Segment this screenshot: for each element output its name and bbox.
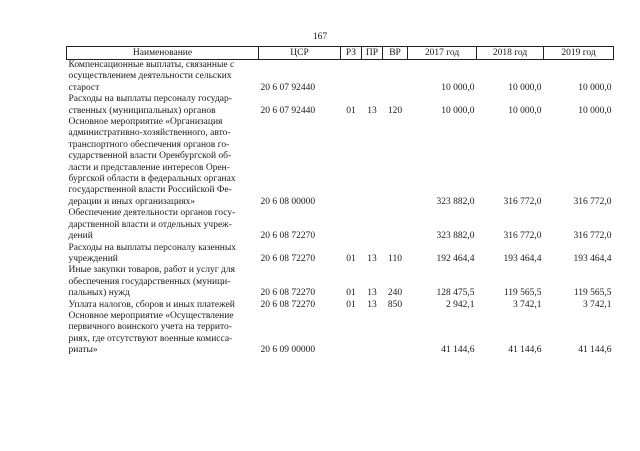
row-rz: 01 [346, 105, 356, 116]
row-vr [383, 117, 408, 208]
row-2018: 3 742,1 [513, 299, 542, 310]
row-rz: 01 [346, 288, 356, 299]
row-pr [362, 60, 383, 95]
row-2017: 2 942,1 [446, 299, 475, 310]
row-rz: 01 [346, 299, 356, 310]
header-pr: ПР [362, 47, 383, 60]
row-vr: 110 [388, 253, 402, 264]
row-csr: 20 6 08 00000 [260, 196, 316, 207]
row-name: Расходы на выплаты персоналу казенных учреждений [68, 242, 237, 264]
row-pr [362, 117, 383, 208]
row-name: Расходы на выплаты персоналу государ- ственных (муниципальных) органов [68, 94, 232, 116]
row-2019: 119 565,5 [573, 288, 612, 299]
row-2017: 323 882,0 [436, 231, 475, 242]
table-header-row [67, 47, 614, 60]
row-rz [341, 60, 362, 95]
row-2018: 193 464,4 [503, 253, 542, 264]
row-2019: 41 144,6 [578, 345, 612, 356]
row-csr: 20 6 08 72270 [260, 231, 316, 242]
row-csr: 20 6 08 72270 [260, 299, 316, 310]
row-vr: 850 [387, 299, 403, 310]
row-2019: 316 772,0 [573, 231, 612, 242]
row-rz [341, 117, 362, 208]
table-row [67, 243, 614, 266]
row-vr [383, 311, 408, 357]
row-name: Обеспечение деятельности органов госу- дарственной власти и отдельных учреж- дений [68, 208, 236, 242]
row-2019: 10 000,0 [578, 82, 612, 93]
row-2018: 316 772,0 [503, 231, 542, 242]
row-csr: 20 6 08 72270 [260, 253, 316, 264]
row-2019: 3 742,1 [583, 299, 612, 310]
row-csr: 20 6 07 92440 [260, 82, 316, 93]
table-row [67, 60, 614, 95]
row-pr: 13 [367, 253, 377, 264]
row-csr: 20 6 08 72270 [260, 288, 316, 299]
row-name: Основное мероприятие «Организация административно-хозяйственного, авто- транспортного обеспечения органов го- сударственной власти Оренбургской об- ласти и представление интересов Орен- бургской области в федеральных органах государственной власти Российской Фе- дерации и иных организациях» [68, 117, 236, 207]
table-row [67, 94, 614, 117]
row-vr: 240 [387, 288, 403, 299]
row-pr: 13 [367, 288, 377, 299]
row-vr: 120 [387, 105, 403, 116]
row-pr [362, 208, 383, 242]
row-2019: 316 772,0 [573, 196, 612, 207]
row-vr [383, 60, 408, 95]
header-2019: 2019 год [544, 47, 614, 60]
header-vr: ВР [383, 47, 408, 60]
header-2017: 2017 год [408, 47, 477, 60]
row-2017: 10 000,0 [441, 105, 475, 116]
table-row [67, 265, 614, 299]
row-rz [341, 208, 362, 242]
row-rz: 01 [346, 253, 356, 264]
row-2017: 128 475,5 [436, 288, 475, 299]
row-name: Компенсационные выплаты, связанные с осуществлением деятельности сельских старост [68, 60, 235, 93]
budget-table [66, 46, 614, 357]
row-2018: 10 000,0 [508, 82, 542, 93]
row-2019: 10 000,0 [578, 105, 612, 116]
row-name: Основное мероприятие «Осуществление первичного воинского учета на террито- риях, где отсутствуют военные комисса- риаты» [68, 310, 234, 356]
table-row [67, 117, 614, 208]
row-2018: 10 000,0 [508, 105, 542, 116]
row-pr [362, 311, 383, 357]
header-2018: 2018 год [477, 47, 544, 60]
row-csr: 20 6 07 92440 [260, 105, 316, 116]
row-2018: 41 144,6 [508, 345, 542, 356]
row-rz [341, 311, 362, 357]
row-2018: 316 772,0 [503, 196, 542, 207]
row-pr: 13 [367, 105, 377, 116]
row-vr [383, 208, 408, 242]
row-name: Уплата налогов, сборов и иных платежей [68, 299, 235, 310]
row-csr: 20 6 09 00000 [260, 345, 316, 356]
row-name: Иные закупки товаров, работ и услуг для обеспечения государственных (муници- пальных) нужд [68, 265, 235, 299]
header-rz: РЗ [341, 47, 362, 60]
row-2017: 192 464,4 [436, 253, 475, 264]
table-row [67, 208, 614, 242]
row-2019: 193 464,4 [573, 253, 612, 264]
page-number: 167 [312, 32, 328, 42]
row-2017: 10 000,0 [441, 82, 475, 93]
row-2017: 323 882,0 [436, 196, 475, 207]
row-2018: 119 565,5 [503, 288, 542, 299]
table-row [67, 300, 614, 311]
row-2017: 41 144,6 [441, 345, 475, 356]
header-name: Наименование [67, 47, 259, 60]
header-csr: ЦСР [259, 47, 341, 60]
table-row [67, 311, 614, 357]
row-pr: 13 [367, 299, 377, 310]
